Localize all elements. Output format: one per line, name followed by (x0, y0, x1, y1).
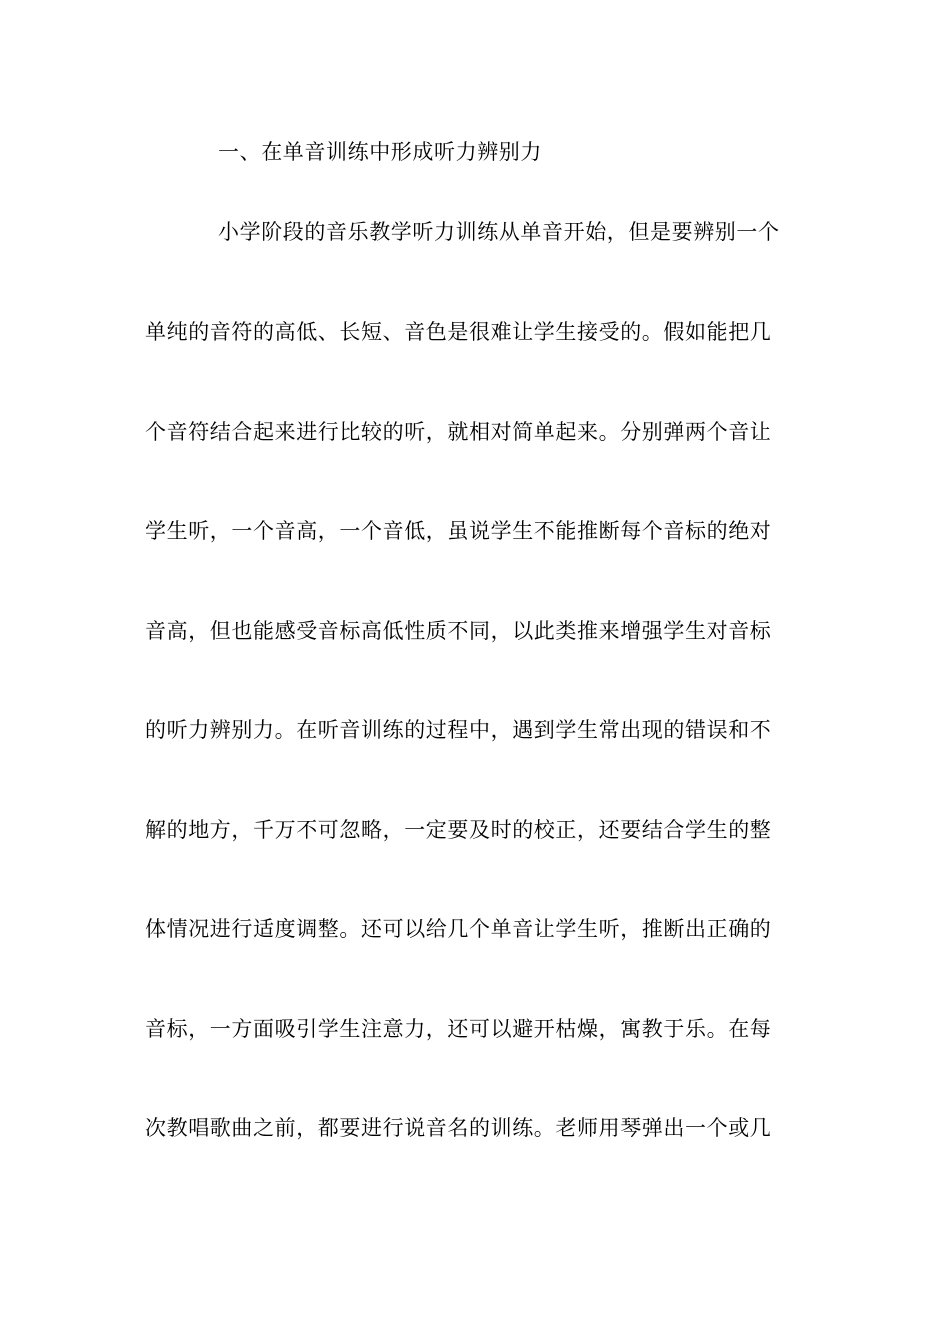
paragraph-line: 解的地方，千万不可忽略，一定要及时的校正，还要结合学生的整 (145, 818, 772, 842)
paragraph-line: 音高，但也能感受音标高低性质不同，以此类推来增强学生对音标 (145, 619, 772, 643)
paragraph-line: 音标，一方面吸引学生注意力，还可以避开枯燥，寓教于乐。在每 (145, 1017, 772, 1041)
paragraph-line: 个音符结合起来进行比较的听，就相对简单起来。分别弹两个音让 (145, 420, 772, 444)
section-heading: 一、在单音训练中形成听力辨别力 (218, 140, 542, 164)
paragraph-line: 小学阶段的音乐教学听力训练从单音开始，但是要辨别一个 (218, 220, 780, 244)
paragraph-line: 次教唱歌曲之前，都要进行说音名的训练。老师用琴弹出一个或几 (145, 1116, 772, 1140)
paragraph-line: 的听力辨别力。在听音训练的过程中，遇到学生常出现的错误和不 (145, 718, 772, 742)
paragraph-line: 学生听，一个音高，一个音低，虽说学生不能推断每个音标的绝对 (145, 519, 772, 543)
paragraph-line: 体情况进行适度调整。还可以给几个单音让学生听，推断出正确的 (145, 917, 772, 941)
paragraph-line: 单纯的音符的高低、长短、音色是很难让学生接受的。假如能把几 (145, 320, 772, 344)
